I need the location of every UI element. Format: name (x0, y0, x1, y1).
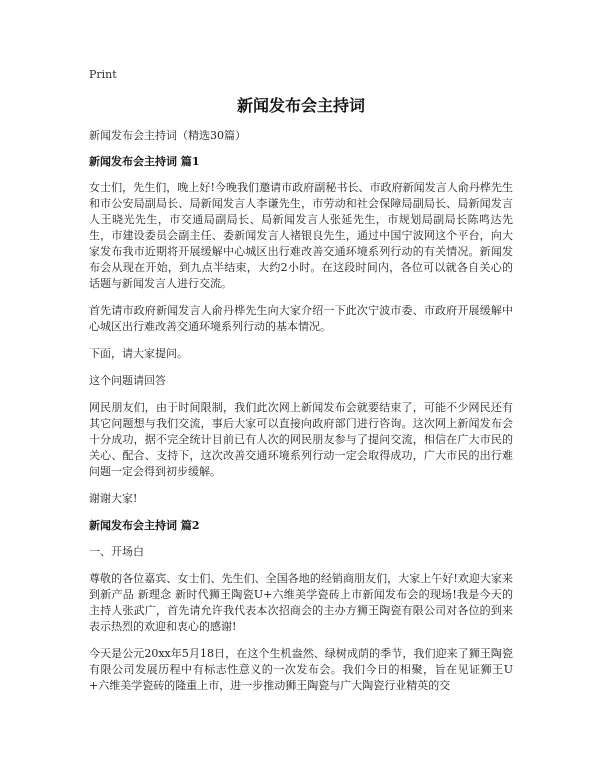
paragraph: 这个问题请回答 (89, 374, 166, 387)
section-heading-1: 新闻发布会主持词 篇1 (89, 155, 200, 168)
print-label[interactable]: Print (89, 68, 117, 81)
paragraph: 网民朋友们，由于时间限制，我们此次网上新闻发布会就要结束了，可能不少网民还有其它问题想与我们交流，事后大家可以直接向政府部门进行咨询。这次网上新闻发布会十分成功，据不完全统计目前已有人次的网民朋友参与了提问交流，相信在广大市民的关心、配合、支持下，这次改善交通环境系列行动一定会取得成功，广大市民的出行难问题一定会得到初步缓解。 (89, 401, 513, 478)
document-page (89, 68, 513, 705)
paragraph: 谢谢大家! (89, 492, 138, 505)
page-title: 新闻发布会主持词 (236, 96, 365, 115)
document-subtitle: 新闻发布会主持词（精选30篇） (89, 129, 246, 142)
paragraph: 下面，请大家提问。 (89, 347, 188, 360)
paragraph: 女士们，先生们，晚上好!今晚我们邀请市政府副秘书长、市政府新闻发言人俞丹桦先生和市公安局副局长、局新闻发言人李谦先生，市劳动和社会保障局副局长、局新闻发言人王晓光先生，市交通局副局长、局新闻发言人张延先生，市规划局副局长陈鸣达先生，市建设委员会副主任、委新闻发言人褚银良先生，通过中国宁波网这个平台，向大家发布我市近期将开展缓解中心城区出行难改善交通环境系列行动的有关情况。新闻发布会从现在开始，到九点半结束，大约2小时。在这段时间内，各位可以就各自关心的话题与新闻发言人进行交流。 (89, 181, 513, 290)
section-heading-2: 新闻发布会主持词 篇2 (89, 519, 200, 532)
paragraph: 首先请市政府新闻发言人俞丹桦先生向大家介绍一下此次宁波市委、市政府开展缓解中心城区出行难改善交通环境系列行动的基本情况。 (89, 304, 513, 333)
paragraph: 尊敬的各位嘉宾、女士们、先生们、全国各地的经销商朋友们，大家上午好!欢迎大家来到新产品 新理念 新时代狮王陶瓷U+六维美学瓷砖上市新闻发布会的现场!我是今天的主持人张武广，首先请允许我代表本次招商会的主办方狮王陶瓷有限公司对各位的到来表示热烈的欢迎和衷心的感谢! (89, 572, 513, 633)
paragraph: 一、开场白 (89, 545, 144, 558)
paragraph: 今天是公元20xx年5月18日，在这个生机盎然、绿树成荫的季节，我们迎来了狮王陶瓷有限公司发展历程中有标志性意义的一次发布会。我们今日的相聚，旨在见证狮王U+六维美学瓷砖的隆重上市，进一步推动狮王陶瓷与广大陶瓷行业精英的交 (89, 647, 513, 692)
